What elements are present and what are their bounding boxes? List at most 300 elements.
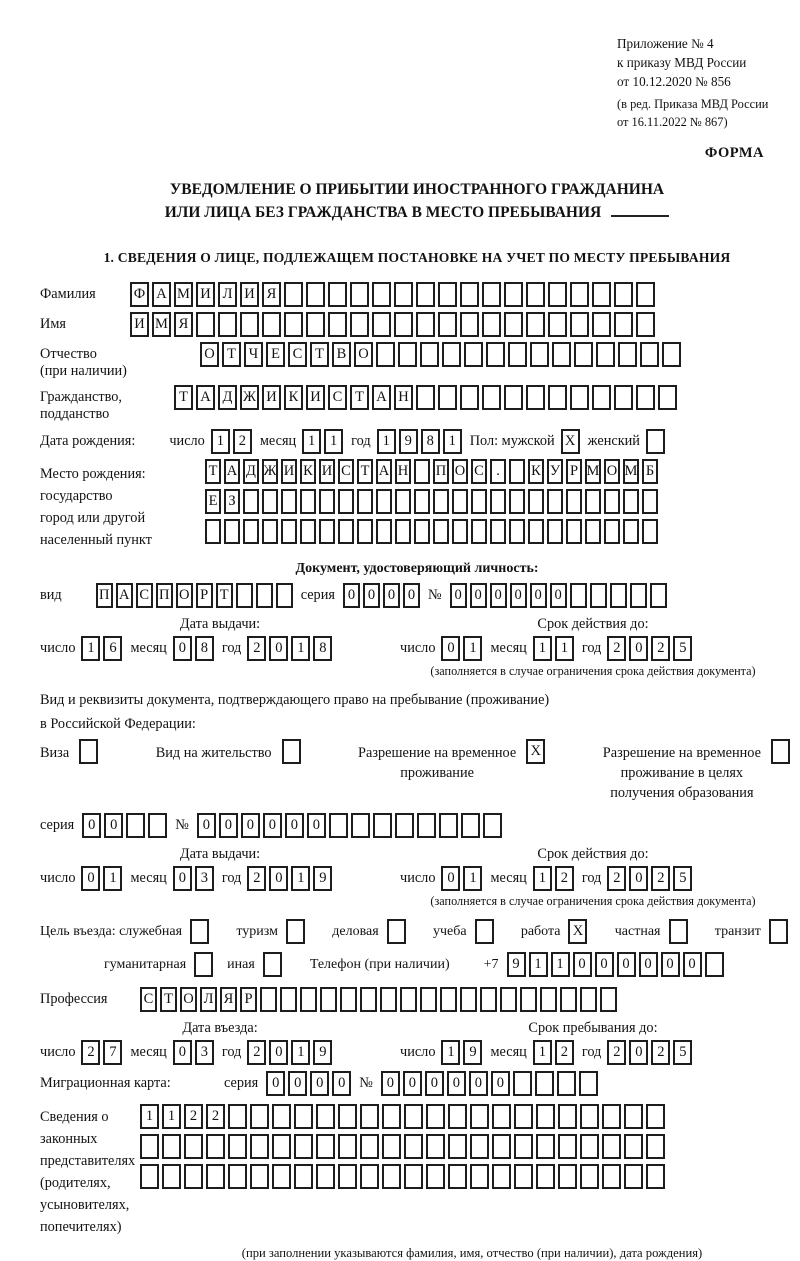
char-cell (448, 1164, 467, 1189)
char-cell: И (196, 282, 215, 307)
char-cell (461, 813, 480, 838)
char-cell (460, 312, 479, 337)
char-cell: 9 (507, 952, 526, 977)
char-cell (662, 342, 681, 367)
char-cell: А (152, 282, 171, 307)
surname-label: Фамилия (40, 286, 96, 302)
char-cell (536, 1104, 555, 1129)
char-cell (228, 1164, 247, 1189)
section1-heading: 1. СВЕДЕНИЯ О ЛИЦЕ, ПОДЛЕЖАЩЕМ ПОСТАНОВКЕ НА УЧЕТ ПО МЕСТУ ПРЕБЫВАНИЯ (103, 250, 731, 265)
given-name-row (40, 312, 794, 337)
char-cell: С (328, 385, 347, 410)
char-cell (624, 1134, 643, 1159)
char-cell (394, 312, 413, 337)
char-cell (514, 1134, 533, 1159)
legal-reps-cells-row-1 (140, 1104, 665, 1129)
char-cell: 0 (450, 583, 467, 608)
year-word: год (351, 433, 371, 449)
char-cell (646, 1134, 665, 1159)
char-cell (300, 489, 316, 514)
char-cell (548, 312, 567, 337)
char-cell: Д (243, 459, 259, 484)
char-cell: Е (266, 342, 285, 367)
char-cell: А (116, 583, 133, 608)
char-cell (320, 987, 337, 1012)
phone-cells (507, 952, 724, 977)
char-cell: К (528, 459, 544, 484)
stay-issue-year (247, 866, 332, 891)
char-cell: Т (222, 342, 241, 367)
char-cell (162, 1164, 181, 1189)
char-cell (624, 1104, 643, 1129)
char-cell (250, 1134, 269, 1159)
char-cell (452, 489, 468, 514)
stay-series-label: серия (40, 817, 75, 833)
form-label: ФОРМА (704, 145, 764, 161)
char-cell: Т (160, 987, 177, 1012)
char-cell: У (547, 459, 563, 484)
birthplace-row (40, 459, 794, 551)
char-cell (382, 1104, 401, 1129)
char-cell: З (224, 489, 240, 514)
char-cell (640, 342, 659, 367)
char-cell (373, 813, 392, 838)
purpose-tourism-checkbox (286, 919, 305, 944)
char-cell (566, 519, 582, 544)
char-cell (360, 1134, 379, 1159)
identity-dates: Дата выдачи: число 1 6 месяц 0 8 год 2 0 1 8 Срок действия до: число 0 1 месяц 1 1 год 2 0 2 5 (заполняется в случае ограничения срока действия документа) (40, 616, 794, 679)
char-cell: 0 (629, 1040, 648, 1065)
char-cell (471, 519, 487, 544)
purpose-option-study: учеба (433, 919, 494, 944)
char-cell (624, 1164, 643, 1189)
char-cell: Б (642, 459, 658, 484)
char-cell (280, 987, 297, 1012)
char-cell: 0 (219, 813, 238, 838)
patronymic-row (40, 342, 794, 380)
char-cell: 1 (162, 1104, 181, 1129)
stay-valid-note: (заполняется в случае ограничения срока действия документа) (430, 894, 756, 908)
identity-doc-heading: Документ, удостоверяющий личность: (295, 561, 539, 576)
char-cell (262, 519, 278, 544)
char-cell: 6 (103, 636, 122, 661)
char-cell: 0 (363, 583, 380, 608)
char-cell: 8 (421, 429, 440, 454)
char-cell: 0 (470, 583, 487, 608)
title-line-2: ИЛИ ЛИЦА БЕЗ ГРАЖДАНСТВА В МЕСТО ПРЕБЫВАНИЯ (40, 201, 794, 224)
char-cell (570, 583, 587, 608)
identity-issue-day (81, 636, 122, 661)
purpose-option-other: иная (227, 952, 282, 977)
char-cell (350, 312, 369, 337)
char-cell (558, 1164, 577, 1189)
char-cell: 0 (104, 813, 123, 838)
char-cell (395, 519, 411, 544)
char-cell (509, 489, 525, 514)
char-cell (570, 282, 589, 307)
char-cell (646, 429, 665, 454)
char-cell (376, 519, 392, 544)
char-cell (438, 385, 457, 410)
char-cell (646, 1104, 665, 1129)
char-cell (558, 1104, 577, 1129)
char-cell (282, 739, 301, 764)
char-cell: 2 (607, 1040, 626, 1065)
char-cell (205, 519, 221, 544)
char-cell (580, 987, 597, 1012)
char-cell: 0 (332, 1071, 351, 1096)
residence-option (156, 739, 301, 764)
char-cell: 0 (173, 866, 192, 891)
char-cell (416, 282, 435, 307)
char-cell (372, 282, 391, 307)
char-cell: 0 (403, 1071, 422, 1096)
char-cell: 2 (651, 866, 670, 891)
char-cell (433, 489, 449, 514)
migration-number-label: № (359, 1075, 373, 1091)
char-cell (439, 813, 458, 838)
char-cell (263, 952, 282, 977)
purpose-option-work: работа X (521, 919, 588, 944)
char-cell: Р (196, 583, 213, 608)
birthplace-label: Место рождения: государство город или другой населенный пункт (40, 466, 152, 548)
char-cell: Ж (240, 385, 259, 410)
char-cell: 0 (447, 1071, 466, 1096)
char-cell (540, 987, 557, 1012)
purpose-work-checkbox (568, 919, 587, 944)
char-cell (328, 312, 347, 337)
char-cell (513, 1071, 532, 1096)
char-cell: Л (218, 282, 237, 307)
char-cell: 0 (288, 1071, 307, 1096)
char-cell: 2 (206, 1104, 225, 1129)
char-cell (475, 919, 494, 944)
char-cell: К (300, 459, 316, 484)
phone-label: Телефон (при наличии) (309, 956, 450, 972)
birth-year-cells (377, 429, 462, 454)
stay-issue-month (173, 866, 214, 891)
migration-card-row (40, 1071, 794, 1096)
visa-checkbox (79, 739, 98, 764)
char-cell: Я (262, 282, 281, 307)
char-cell: 0 (241, 813, 260, 838)
char-cell (492, 1164, 511, 1189)
char-cell (552, 342, 571, 367)
char-cell: . (490, 459, 506, 484)
char-cell (228, 1104, 247, 1129)
char-cell (340, 987, 357, 1012)
char-cell: И (306, 385, 325, 410)
char-cell (579, 1071, 598, 1096)
char-cell (585, 489, 601, 514)
char-cell (240, 312, 259, 337)
char-cell (574, 342, 593, 367)
entry-month (173, 1040, 214, 1065)
gender-female-checkbox (646, 429, 665, 454)
char-cell (387, 919, 406, 944)
char-cell: 0 (573, 952, 592, 977)
entry-dates: Дата въезда: число 2 7 месяц 0 3 год 2 0 1 9 Срок пребывания до: число 1 9 месяц 1 2 год 2 0 2 5 (40, 1020, 794, 1065)
char-cell (452, 519, 468, 544)
char-cell (636, 385, 655, 410)
purpose-study-checkbox (475, 919, 494, 944)
stay-until-year (607, 1040, 692, 1065)
char-cell (281, 519, 297, 544)
identity-valid-month (533, 636, 574, 661)
stay-valid-heading: Срок действия до: (537, 846, 649, 862)
char-cell (338, 1134, 357, 1159)
legal-reps-cells-row-3 (140, 1164, 665, 1189)
char-cell (646, 1164, 665, 1189)
char-cell (376, 342, 395, 367)
birth-date-label: Дата рождения: (40, 433, 136, 449)
char-cell (623, 519, 639, 544)
char-cell: К (284, 385, 303, 410)
char-cell (420, 342, 439, 367)
visa-option (40, 739, 98, 764)
identity-valid-heading: Срок действия до: (537, 616, 649, 632)
stay-number-label: № (175, 817, 189, 833)
char-cell (500, 987, 517, 1012)
char-cell: 2 (651, 636, 670, 661)
char-cell (526, 312, 545, 337)
char-cell (404, 1104, 423, 1129)
char-cell: О (452, 459, 468, 484)
char-cell (281, 489, 297, 514)
char-cell: 1 (551, 952, 570, 977)
char-cell (592, 385, 611, 410)
char-cell (530, 342, 549, 367)
char-cell: 8 (313, 636, 332, 661)
phone-field (310, 952, 724, 977)
char-cell (338, 1104, 357, 1129)
legal-reps-label: Сведения о законных представителях (родителях, усыновителях, попечителях) (40, 1109, 136, 1235)
char-cell: 0 (285, 813, 304, 838)
char-cell: 1 (140, 1104, 159, 1129)
char-cell: X (561, 429, 580, 454)
char-cell: 0 (629, 866, 648, 891)
char-cell (319, 519, 335, 544)
purpose-option-business-official (40, 919, 209, 944)
patronymic-label: Отчество (при наличии) (40, 346, 127, 379)
char-cell (460, 987, 477, 1012)
temp-permit-label: Разрешение на временное проживание (358, 745, 517, 781)
char-cell (636, 282, 655, 307)
char-cell (404, 1134, 423, 1159)
char-cell (262, 489, 278, 514)
char-cell (528, 519, 544, 544)
char-cell: 0 (310, 1071, 329, 1096)
char-cell: 9 (313, 1040, 332, 1065)
char-cell: 3 (195, 1040, 214, 1065)
surname-cells (130, 282, 655, 307)
char-cell: 0 (173, 1040, 192, 1065)
char-cell (306, 312, 325, 337)
stay-doc-line-1: Вид и реквизиты документа, подтверждающего право на пребывание (проживание) (40, 692, 550, 708)
char-cell: Я (174, 312, 193, 337)
char-cell (580, 1104, 599, 1129)
char-cell: М (585, 459, 601, 484)
char-cell (448, 1134, 467, 1159)
char-cell: 0 (469, 1071, 488, 1096)
char-cell (284, 282, 303, 307)
char-cell (382, 1134, 401, 1159)
identity-issue-month (173, 636, 214, 661)
legal-reps-row (40, 1102, 794, 1238)
char-cell (482, 312, 501, 337)
stay-until-month (533, 1040, 574, 1065)
char-cell (486, 342, 505, 367)
entry-day (81, 1040, 122, 1065)
identity-valid-day (441, 636, 482, 661)
char-cell (338, 519, 354, 544)
char-cell: 5 (673, 636, 692, 661)
char-cell (504, 282, 523, 307)
char-cell (596, 342, 615, 367)
stay-issue-day (81, 866, 122, 891)
char-cell (460, 385, 479, 410)
birth-date-row (40, 429, 794, 454)
char-cell (528, 489, 544, 514)
char-cell: И (319, 459, 335, 484)
purpose-business-checkbox (387, 919, 406, 944)
day-word: число (169, 433, 205, 449)
char-cell (250, 1104, 269, 1129)
char-cell: Д (218, 385, 237, 410)
char-cell: 0 (595, 952, 614, 977)
char-cell (294, 1134, 313, 1159)
char-cell (470, 1104, 489, 1129)
char-cell (398, 342, 417, 367)
stay-until-day (441, 1040, 482, 1065)
char-cell (350, 282, 369, 307)
char-cell: П (96, 583, 113, 608)
char-cell (414, 519, 430, 544)
char-cell: 0 (266, 1071, 285, 1096)
purpose-row (40, 919, 794, 944)
char-cell (669, 919, 688, 944)
residence-label: Вид на жительство (155, 745, 272, 761)
birth-day-cells (211, 429, 252, 454)
birthplace-cells-row-1 (205, 459, 658, 484)
migration-series-cells (266, 1071, 351, 1096)
char-cell: 0 (629, 636, 648, 661)
stay-issue-heading: Дата выдачи: (179, 846, 261, 862)
char-cell (272, 1164, 291, 1189)
char-cell (162, 1134, 181, 1159)
char-cell: Т (357, 459, 373, 484)
stay-valid-year (607, 866, 692, 891)
char-cell: 1 (377, 429, 396, 454)
identity-doc-row (40, 583, 794, 608)
char-cell (592, 312, 611, 337)
char-cell: 0 (403, 583, 420, 608)
char-cell: 1 (291, 1040, 310, 1065)
given-name-cells (130, 312, 655, 337)
char-cell (329, 813, 348, 838)
char-cell (206, 1164, 225, 1189)
char-cell (642, 489, 658, 514)
char-cell (440, 987, 457, 1012)
char-cell: П (156, 583, 173, 608)
purpose-option-transit: транзит (715, 919, 788, 944)
char-cell: О (180, 987, 197, 1012)
stay-doc-dates: Дата выдачи: число 0 1 месяц 0 3 год 2 0 1 9 Срок действия до: число 0 1 месяц 1 2 год 2 0 2 5 (заполняется в случае ограничения срока действия документа) (40, 846, 794, 909)
char-cell: X (568, 919, 587, 944)
char-cell (630, 583, 647, 608)
char-cell (623, 489, 639, 514)
char-cell: 0 (197, 813, 216, 838)
char-cell: Т (174, 385, 193, 410)
char-cell (338, 1164, 357, 1189)
char-cell (490, 489, 506, 514)
char-cell (284, 312, 303, 337)
char-cell (260, 987, 277, 1012)
char-cell (414, 459, 430, 484)
purpose-private-checkbox (669, 919, 688, 944)
identity-issue-heading: Дата выдачи: (179, 616, 261, 632)
char-cell: 0 (269, 1040, 288, 1065)
char-cell (416, 385, 435, 410)
char-cell: 1 (81, 636, 100, 661)
char-cell: 7 (103, 1040, 122, 1065)
char-cell (357, 489, 373, 514)
char-cell: И (130, 312, 149, 337)
char-cell (642, 519, 658, 544)
char-cell (480, 987, 497, 1012)
char-cell (490, 519, 506, 544)
char-cell: 0 (510, 583, 527, 608)
birthplace-cells-row-3 (205, 519, 658, 544)
char-cell (535, 1071, 554, 1096)
char-cell (426, 1104, 445, 1129)
char-cell: 0 (530, 583, 547, 608)
char-cell: П (433, 459, 449, 484)
char-cell (636, 312, 655, 337)
stay-number-cells (197, 813, 502, 838)
char-cell: О (354, 342, 373, 367)
temp-permit-option (358, 739, 545, 783)
char-cell (294, 1164, 313, 1189)
char-cell: 2 (247, 636, 266, 661)
legal-reps-cells-row-2 (140, 1134, 665, 1159)
char-cell (360, 1104, 379, 1129)
char-cell: 2 (555, 1040, 574, 1065)
char-cell: Л (200, 987, 217, 1012)
char-cell: 9 (399, 429, 418, 454)
char-cell: 0 (683, 952, 702, 977)
char-cell (558, 1134, 577, 1159)
surname-row (40, 282, 794, 307)
appendix-note (617, 34, 794, 131)
char-cell: 0 (307, 813, 326, 838)
char-cell (650, 583, 667, 608)
char-cell (272, 1104, 291, 1129)
char-cell: 0 (617, 952, 636, 977)
char-cell: 2 (555, 866, 574, 891)
identity-kind-cells (96, 583, 293, 608)
char-cell (448, 1104, 467, 1129)
page-title (40, 178, 794, 224)
char-cell (705, 952, 724, 977)
char-cell: О (176, 583, 193, 608)
char-cell: 1 (324, 429, 343, 454)
char-cell: 1 (533, 1040, 552, 1065)
char-cell (600, 987, 617, 1012)
char-cell: И (262, 385, 281, 410)
char-cell (243, 519, 259, 544)
char-cell (184, 1134, 203, 1159)
